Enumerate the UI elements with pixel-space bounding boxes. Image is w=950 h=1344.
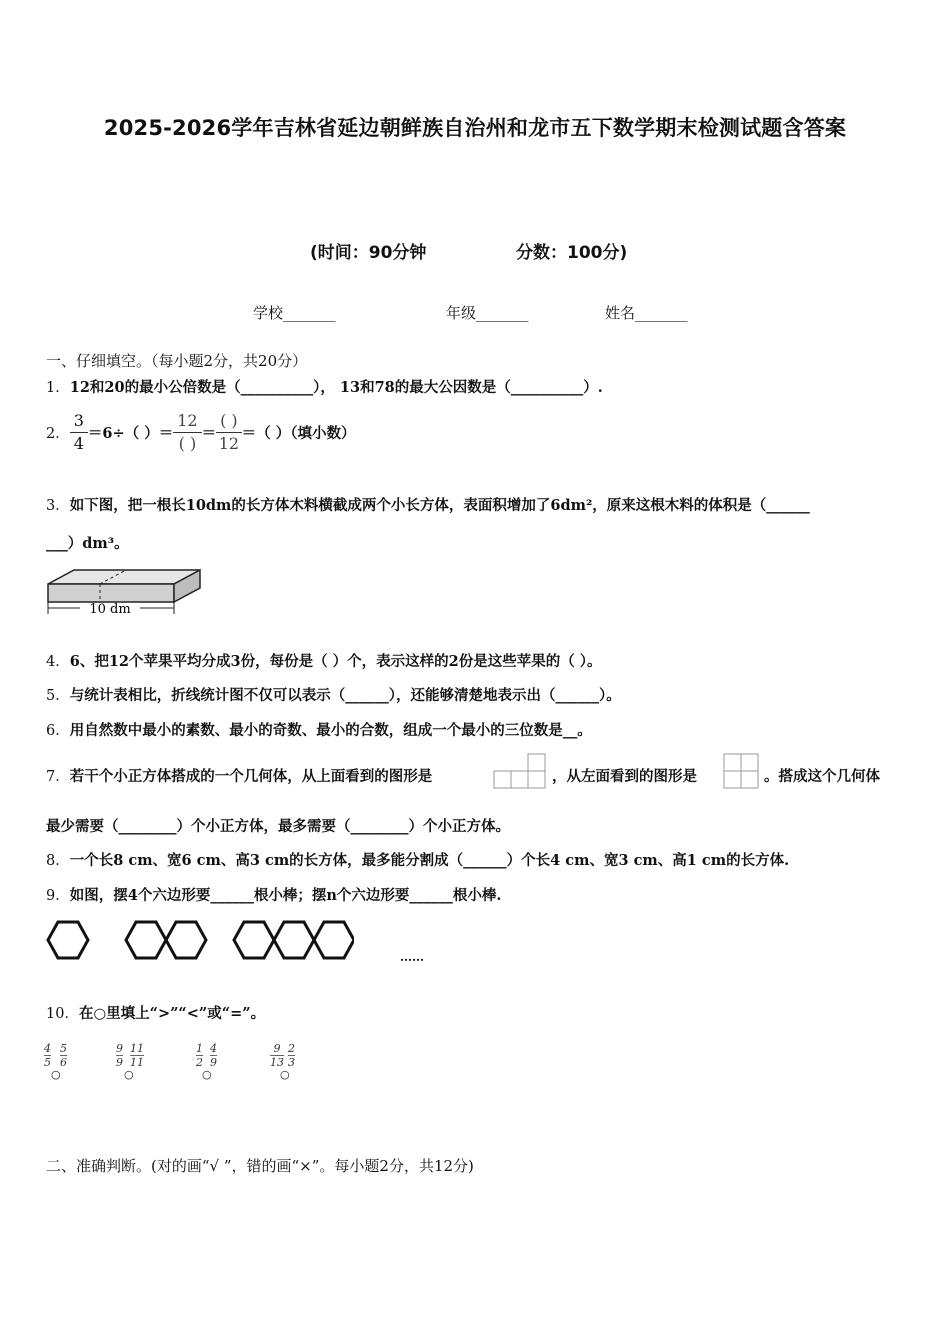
- square: [528, 771, 545, 788]
- question-number: 4．: [46, 654, 70, 670]
- square: [511, 771, 528, 788]
- page-title: 2025-2026学年吉林省延边朝鲜族自治州和龙市五下数学期末检测试题含答案: [103, 116, 847, 140]
- fraction-1: [70, 410, 88, 455]
- hexagon: [48, 922, 88, 958]
- question-8: [46, 849, 789, 870]
- fraction-a: 9 13: [270, 1042, 284, 1069]
- compare-circle[interactable]: ○: [202, 1068, 212, 1081]
- square: [724, 754, 741, 771]
- question-text: 6、把12个苹果平均分成3份，每份是（ ）个，表示这样的2份是这些苹果的（ ）。: [69, 653, 602, 670]
- expression-tail: ＝（ ）（填小数）: [241, 425, 356, 442]
- fraction-a: 1 2: [196, 1042, 203, 1069]
- fraction-b: 2 3: [288, 1042, 295, 1069]
- question-9: [46, 884, 501, 905]
- cuboid-figure: [44, 562, 204, 618]
- fraction-a: 9 9: [116, 1042, 123, 1069]
- question-number: 2．: [46, 426, 70, 442]
- question-number: 9．: [46, 888, 70, 904]
- fraction-b: 11 11: [130, 1042, 144, 1069]
- question-text: 如下图，把一根长10dm的长方体木料横截成两个小长方体，表面积增加了6dm²，原来这根木料的体积是（______: [69, 497, 810, 514]
- square: [528, 754, 545, 771]
- question-3: [46, 494, 810, 515]
- left-view-figure: [722, 752, 762, 790]
- denominator: 12: [218, 434, 240, 453]
- question-number: 7．: [46, 769, 70, 785]
- denominator: 4: [73, 434, 84, 453]
- hexagon: [314, 922, 354, 958]
- square: [741, 754, 758, 771]
- question-4: [46, 650, 602, 671]
- fraction-b: 5 6: [60, 1042, 67, 1069]
- question-text: 一个长8 cm、宽6 cm、高3 cm的长方体，最多能分割成（______）个长4 cm、宽3 cm、高1 cm的长方体.: [69, 852, 790, 869]
- square: [741, 771, 758, 788]
- question-10: [46, 1002, 265, 1023]
- compare-circle[interactable]: ○: [124, 1068, 134, 1081]
- question-7-line2: 最少需要（________）个小正方体，最多需要（________）个小正方体。: [46, 818, 510, 835]
- compare-circle[interactable]: ○: [280, 1068, 290, 1081]
- exam-score: 分数：100分): [516, 243, 628, 263]
- question-5: [46, 684, 621, 705]
- numerator: 12: [173, 410, 201, 433]
- hexagon: [234, 922, 274, 958]
- question-text: 在○里填上“>”“<”或“=”。: [78, 1005, 266, 1022]
- expression-mid: ＝6÷（ ）＝: [87, 425, 174, 442]
- fraction-2: [173, 410, 201, 455]
- question-text: 与统计表相比，折线统计图不仅可以表示（______），还能够清楚地表示出（______）。: [69, 687, 621, 704]
- question-number: 10．: [46, 1006, 79, 1022]
- ellipsis: ……: [400, 950, 424, 964]
- question-number: 1．: [46, 380, 70, 396]
- hexagon: [274, 922, 314, 958]
- section-1-heading: 一、仔细填空。（每小题2分，共20分）: [46, 352, 308, 370]
- section-2-heading: 二、准确判断。(对的画“√ ”，错的画“×”。每小题2分，共12分): [46, 1157, 474, 1175]
- question-number: 3．: [46, 498, 70, 514]
- question-3-line2: ___）dm³。: [46, 535, 129, 552]
- question-6: [46, 719, 592, 740]
- question-number: 5．: [46, 688, 70, 704]
- numerator: 3: [70, 410, 88, 433]
- exam-time: (时间：90分钟: [310, 243, 427, 263]
- fraction-b: 4 9: [210, 1042, 217, 1069]
- numerator: ( ): [216, 410, 242, 433]
- comparison-row: [44, 1042, 344, 1088]
- question-text: 若干个小正方体搭成的一个几何体，从上面看到的图形是: [69, 768, 433, 785]
- question-number: 6．: [46, 723, 70, 739]
- fraction-3: [216, 410, 242, 455]
- question-7-end: 。搭成这个几何体: [764, 768, 880, 785]
- dimension-label: 10 dm: [89, 602, 131, 617]
- equals-sign: ＝: [201, 425, 217, 442]
- hexagon: [126, 922, 166, 958]
- question-text: 用自然数中最小的素数、最小的奇数、最小的合数，组成一个最小的三位数是__。: [69, 722, 592, 739]
- name-field: 姓名_______: [605, 304, 688, 322]
- top-view-figure: [492, 752, 550, 790]
- question-text: 12和20的最小公倍数是（__________）， 13和78的最大公因数是（__________）.: [69, 379, 603, 396]
- cuboid-front-face: [48, 584, 174, 602]
- question-number: 8．: [46, 853, 70, 869]
- grade-field: 年级_______: [446, 304, 529, 322]
- school-field: 学校_______: [253, 304, 336, 322]
- square: [724, 771, 741, 788]
- hexagon: [166, 922, 206, 958]
- compare-circle[interactable]: ○: [51, 1068, 61, 1081]
- question-7: [46, 765, 432, 786]
- hexagon-figure: [44, 914, 354, 968]
- question-7-mid: ，从左面看到的图形是: [552, 768, 697, 785]
- square: [494, 771, 511, 788]
- denominator: ( ): [178, 434, 197, 453]
- question-2: [46, 410, 355, 455]
- question-1: [46, 376, 603, 397]
- fraction-a: 4 5: [44, 1042, 51, 1069]
- question-text: 如图，摆4个六边形要______根小棒；摆n个六边形要______根小棒.: [69, 887, 502, 904]
